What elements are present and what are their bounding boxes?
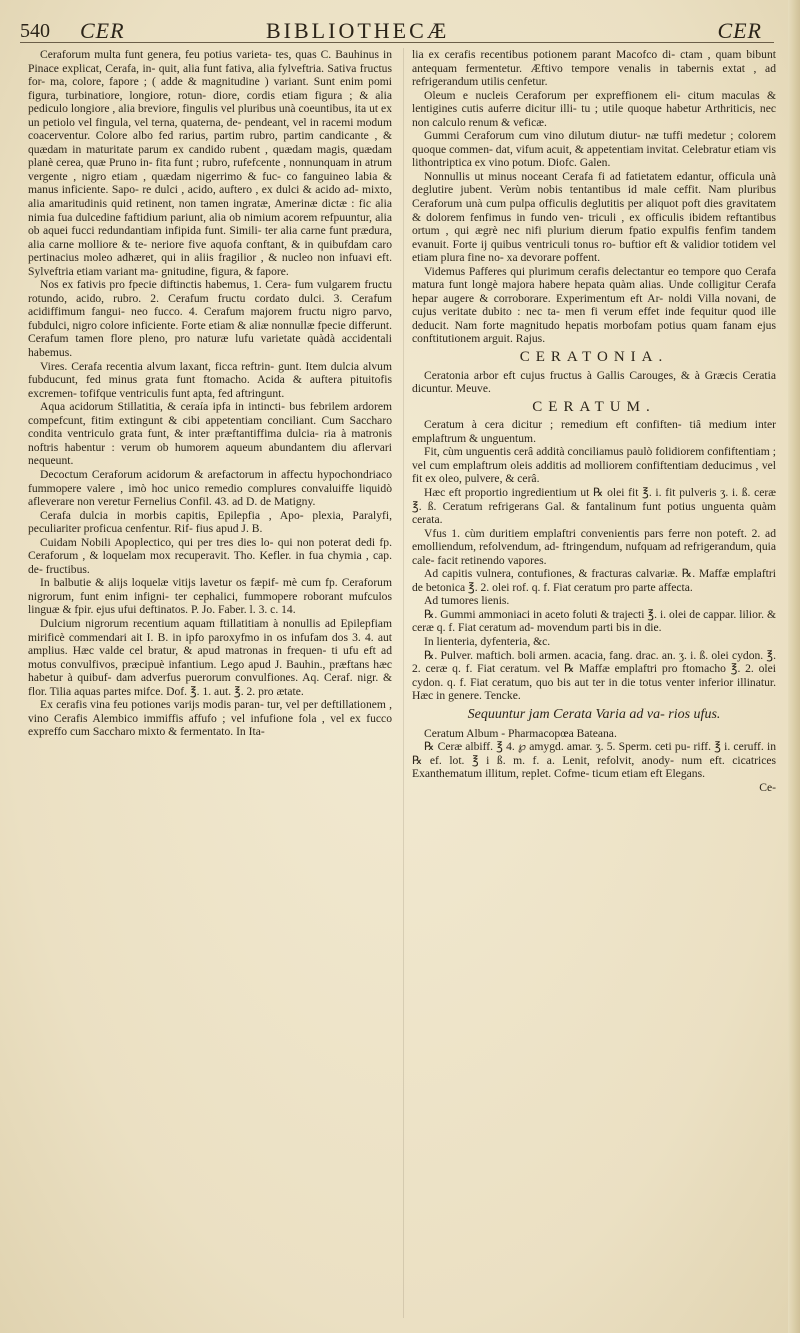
keyword-left: CER — [80, 18, 125, 43]
page-header — [14, 14, 782, 44]
paragraph: Ad capitis vulnera, contufiones, & fracturas calvariæ. ℞. Maffæ emplaftri de betonica ℥. 2. olei rof. q. f. Fiat ceratum pro parte affecta. — [412, 567, 776, 594]
paragraph: Decoctum Ceraforum acidorum & arefactorum in affectu hypochondriaco fummopere valere , imò hoc unico remedio complures convaluiffe liquidò afleverare non veretur Fernelius Confil. 43. ad D. de Matigny. — [28, 467, 392, 509]
keyword-right: CER — [717, 18, 762, 43]
paragraph: Gummi Ceraforum cum vino dilutum diutur- næ tuffi medetur ; colorem quoque commen- dat, vifum acuit, & appetentiam invitat. Celebratur etiam vis lithontriptica ex vino potum. Diofc. Galen. — [412, 129, 776, 170]
paragraph: Videmus Pafferes qui plurimum cerafis delectantur eo tempore quo Cerafa matura funt longè majora habere hepata quàm alias. Unde colligitur Cerafa hepar augere & corroborare. Experimentum eft Ar- noldi Villa novani, de cujus veritate dubito : nec ta- men fi verum effet inde fequitur quod ille deducit. Nam forte magnitudo hepatis morbofam potius quam fanam ejus conftitutionem arguit. Rajus. — [412, 264, 776, 346]
paragraph: Ceraforum multa funt genera, feu potius varieta- tes, quas C. Bauhinus in Pinace explicat, Cerafa, in- quit, alia funt fativa, alia fylveftria. Sativa fructus for- ma, colore, fapore ; ( adde & magnitudine ) variant. Sunt enim pomi figura, turbinatiore, longiore, rotun- diore, cordis etiam figura ; & alia pediculo longiore , alia breviore, fingulis vel pluribus unà coeuntibus, ita ut ex un petiolo vel fingula, vel terna, quaterna, de- pendeant, vel in racemi modum coacerventur. Colore albo fed rarius, partim rubro, partim candicante , & quædam in maturitate parum ex candido rubent , quædam magis, quædam planè cerea, quæ Pruno in- fita funt ; rubro, rufefcente , nonnunquam in atrum vergente , nigro etiam , quædam nigerrimo & fuc- co fanguineo labia & manus inficiente. Sapo- re dulci , acido, auftero , ex dulci & acido ad- mixto, alia amaritudinis quid retinent, non tamen ingratæ, Amerinæ dictæ : fic alia nimia fua dulcedine faftidium pariunt, alia ob nimium acorem refpuuntur, alia ob aquei fucci redundantiam infipida funt. Simili- ter alia carne funt prædura, alia carne molliore & te- neriore five aquofa conftant, & in quibufdam caro pertinacius moleo adhæret, qui in aliis fragilior , & nucleo non infuavi eft. Sylveftria etiam variant ma- gnitudine, figura, & fapore. — [28, 48, 392, 278]
paragraph: Cerafa dulcia in morbis capitis, Epilepfia , Apo- plexia, Paralyfi, peculiariter proficua cenfentur. Rif- fius apud J. B. — [28, 508, 392, 536]
paragraph: Nonnullis ut minus noceant Cerafa fi ad fatietatem edantur, officula unà deglutire jubent. Verùm nobis tentantibus id male ceffit. Nam pluribus Ceraforum unà cum pulpa officulis deglutitis per aliquot poft dies gravitatem & dolorem fenfimus in fundo ven- triculi , ex officulis ibidem reftantibus ortum , qui ægrè nec nifi plurium dierum fpatio expulfis fenfim tandem evanuit. Forte ij quibus ventriculi tonus ro- buftior eft & validior totidem vel etiam plura fine no- xa devorare poffent. — [412, 169, 776, 265]
paragraph: Ad tumores lienis. — [424, 594, 510, 608]
section-heading: CERATONIA. — [519, 349, 669, 366]
paragraph: Aqua acidorum Stillatitia, & ceraía ipfa in intincti- bus febrilem ardorem compefcunt, fitim extingunt & cibi appetentiam conciliant. Cum Saccharo condita ventriculo grata funt, & inter præftantiffima dulcia- ria à matronis noftris habentur : verum ob humorem aqueum abundantem diu aflervari nequeunt. — [28, 400, 392, 468]
paragraph: ℞. Gummi ammoniaci in aceto foluti & trajecti ℥. i. olei de cappar. lilior. & ceræ q. f. Fiat ceratum ad- movendum parti bis in die. — [412, 607, 776, 635]
right-column — [412, 48, 776, 1318]
paragraph: Vfus 1. cùm duritiem emplaftri convenientis pars ferre non poteft. 2. ad emolliendum, refolvendum, ad- ftringendum, nufquam ad refrigerandum, quia cale- facit retinendo vapores. — [412, 526, 776, 567]
paragraph: In lienteria, dyfenteria, &c. — [424, 634, 551, 648]
page-number: 540 — [20, 20, 50, 42]
subheading: Sequuntur jam Cerata Varia ad va- rios ufus. — [467, 706, 721, 722]
paragraph: In balbutie & alijs loquelæ vitijs lavetur os fæpif- mè cum fp. Ceraforum nigrorum, funt enim infigni- ter cephalici, fummopere roborant mufculos linguæ & fpir. ejus ufui deftinatos. P. Jo. Faber. l. 3. c. 14. — [28, 576, 392, 617]
paragraph: Ceratum Album - Pharmacopœa Bateana. — [424, 726, 617, 740]
section-heading: CERATUM. — [532, 398, 656, 415]
paragraph: Ex cerafis vina feu potiones varijs modis paran- tur, vel per deftillationem , vino Cerafis Alembico immiffis affufo ; vel infufione fola , vel ex fucco expreffo cum Saccharo mixto & fermentato. In Ita- — [28, 698, 392, 739]
paragraph: Nos ex fativis pro fpecie diftinctis habemus, 1. Cera- fum vulgarem fructu rotundo, acido, rubro. 2. Cerafum fructu cordato dulci. 3. Cerafum acidiffimum fangui- neo fucco. 4. Cerafum majorem fructu nigro parvo, fubdulci, nigro colore inficiente. Forte etiam & aliæ nonnullæ fpecie differunt. Cerafum tamen flore pleno, pro naturæ lufu varietate quàdà accidentali habemus. — [28, 278, 392, 360]
paragraph: Ceratonia arbor eft cujus fructus à Gallis Carouges, & à Græcis Ceratia dicuntur. Meuve. — [412, 368, 776, 396]
paragraph: Vires. Cerafa recentia alvum laxant, ficca reftrin- gunt. Item dulcia alvum fubducunt, fed minus grata funt ftomacho. Acida & auftera pituitofis excremen- tofifque ventriculis funt apta, fed aftringunt. — [28, 359, 392, 400]
header-rule — [20, 42, 774, 43]
paragraph: ℞ Ceræ albiff. ℥ 4. ℘ amygd. amar. ʒ. 5. Sperm. ceti pu- riff. ℥ i. ceruff. in ℞ ef. lot. ℥ i ß. m. f. a. Lenit, refolvit, anody- num eft. cicatrices Exanthematum illitum, replet. Cofme- ticum etiam eft Elegans. — [412, 740, 776, 781]
paragraph: Oleum e nucleis Ceraforum per expreffionem eli- citum maculas & lentigines cutis auferre dicitur illi- tu ; utile quoque habetur Arthriticis, nec non calculo renum & veficæ. — [412, 88, 776, 129]
paragraph: ℞. Pulver. maftich. boli armen. acacia, fang. drac. an. ʒ. i. ß. olei cydon. ℥. 2. ceræ q. f. Fiat ceratum. vel ℞ Maffæ emplaftri pro ftomacho ℥. 2. olei cydon. q. f. Fiat ceratum, quo bis aut ter in die totus venter inferior illinatur. Hæc in genere. Tencke. — [412, 648, 776, 703]
column-divider — [403, 48, 404, 1318]
paragraph: Fit, cùm unguentis cerâ addità conciliamus paulò folidiorem confiftentiam ; vel cum emplaftrum oleis additis ad molliorem confiftentiam deducimus , vel fit ex oleo, pulvere, & cerâ. — [412, 445, 776, 486]
paragraph: Cuidam Nobili Apoplectico, qui per tres dies lo- qui non poterat dedi fp. Ceraforum , & loquelam mox recuperavit. Tho. Kefler. in fua chymia , cap. de- fructibus. — [28, 535, 392, 576]
paragraph: Ceratum à cera dicitur ; remedium eft confiften- tiâ medium inter emplaftrum & unguentum. — [412, 418, 776, 445]
paragraph: Hæc eft proportio ingredientium ut ℞ olei fit ℥. i. fit pulveris ʒ. i. ß. ceræ ℥. ß. Ceratum refrigerans Gal. & fantalinum funt potius unguenta quàm cerata. — [412, 485, 776, 527]
paragraph: lia ex cerafis recentibus potionem parant Macofco di- ctam , quam bibunt antequam fermentetur. Æftivo tempore venalis in tabernis extat , ad refrigerandum utilis cenfetur. — [412, 48, 776, 89]
running-title: BIBLIOTHECÆ — [266, 18, 450, 43]
catchword: Ce- — [759, 780, 776, 794]
page-gutter-edge — [788, 0, 800, 1333]
left-column — [28, 48, 392, 1318]
paragraph: Dulcium nigrorum recentium aquam ftillatitiam à nonullis ad Epilepfiam mirificè commendari ait I. B. in ipfo paroxyfmo in os infufam dos 3. 4. aut amplius. Hæc valde cel bratur, & apud matronas in frequen- ti ufu eft ad motus convulfivos, præcipuè infantium. Lego apud J. Bauhin., præftans hæc habetur à quibuf- dam adverfus puerorum convulfiones. Aq. Ceraf. nigr. & flor. Tilia aquas partes mifce. Dof. ℥. 1. aut. ℥. 2. pro ætate. — [28, 616, 392, 698]
